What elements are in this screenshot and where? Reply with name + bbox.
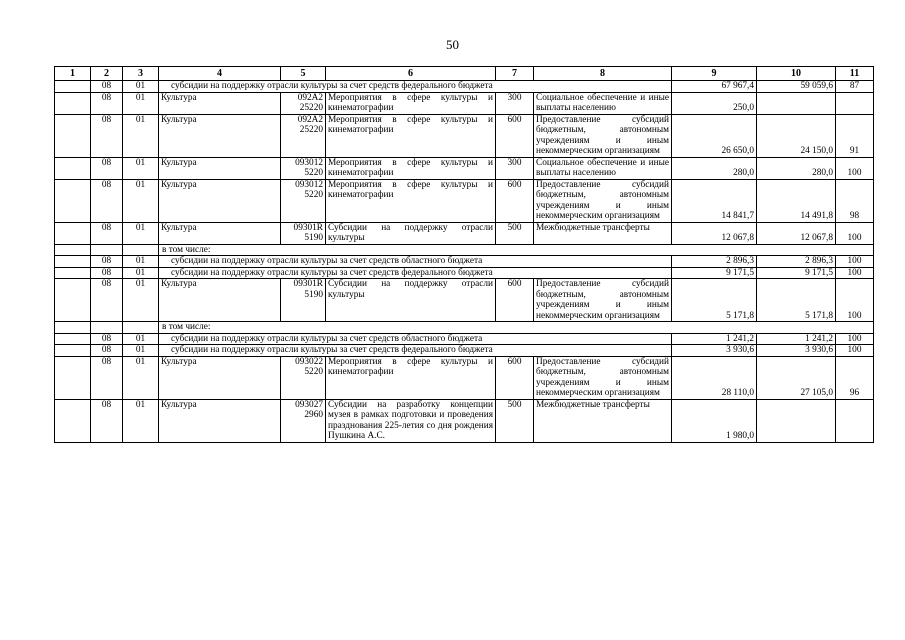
cell-empty: [55, 356, 91, 399]
cell-subsection: 01: [123, 345, 159, 357]
cell-name: Культура: [159, 157, 281, 179]
cell-subsection: 01: [123, 157, 159, 179]
table-row: [55, 222, 874, 244]
cell-section: 08: [91, 279, 123, 322]
cell-percent: 100: [836, 345, 874, 357]
column-header: 3: [123, 67, 159, 81]
cell-planned: 14 841,7: [672, 179, 757, 222]
cell-target-code: 093022 5220: [281, 356, 326, 399]
cell-name: Культура: [159, 114, 281, 157]
cell-expense-name: Предоставление субсидий бюджетным, автономным учреждениям и иным некоммерческим организациям: [534, 356, 672, 399]
cell-subsection: 01: [123, 179, 159, 222]
cell-subsection: 01: [123, 222, 159, 244]
cell-name: Культура: [159, 356, 281, 399]
cell-empty: [55, 92, 91, 114]
page-number: 50: [446, 37, 459, 52]
cell-target-name: Мероприятия в сфере культуры и кинематографии: [326, 157, 496, 179]
cell-planned: 5 171,8: [672, 279, 757, 322]
cell-expense-name: Социальное обеспечение и иные выплаты населению: [534, 157, 672, 179]
column-header: 11: [836, 67, 874, 81]
cell-executed: 5 171,8: [757, 279, 836, 322]
cell-subsection: 01: [123, 333, 159, 345]
cell-empty: [91, 322, 123, 334]
cell-planned: 67 967,4: [672, 81, 757, 93]
cell-empty: [55, 267, 91, 279]
cell-empty: [55, 279, 91, 322]
cell-planned: 1 980,0: [672, 399, 757, 442]
cell-percent: 100: [836, 256, 874, 268]
cell-percent: [836, 92, 874, 114]
cell-planned: 12 067,8: [672, 222, 757, 244]
cell-percent: 100: [836, 222, 874, 244]
cell-target-code: 092А2 25220: [281, 92, 326, 114]
table-row: [55, 92, 874, 114]
table-row: [55, 322, 874, 334]
cell-percent: 100: [836, 267, 874, 279]
cell-expense-type: 600: [496, 356, 534, 399]
cell-expense-type: 500: [496, 222, 534, 244]
table-row: [55, 256, 874, 268]
cell-target-code: 093012 5220: [281, 157, 326, 179]
cell-subsection: 01: [123, 81, 159, 93]
cell-description: субсидии на поддержку отрасли культуры за счет средств федерального бюджета: [159, 81, 672, 93]
column-header: 7: [496, 67, 534, 81]
cell-description: субсидии на поддержку отрасли культуры за счет средств областного бюджета: [159, 333, 672, 345]
table-row: [55, 399, 874, 442]
cell-name: Культура: [159, 92, 281, 114]
cell-planned: 1 241,2: [672, 333, 757, 345]
cell-expense-type: 600: [496, 179, 534, 222]
cell-planned: 280,0: [672, 157, 757, 179]
cell-section: 08: [91, 333, 123, 345]
cell-target-code: 093027 2960: [281, 399, 326, 442]
cell-percent: 100: [836, 279, 874, 322]
cell-section: 08: [91, 356, 123, 399]
table-row: [55, 114, 874, 157]
cell-planned: 26 650,0: [672, 114, 757, 157]
cell-description: субсидии на поддержку отрасли культуры за счет средств федерального бюджета: [159, 345, 672, 357]
cell-target-name: Субсидии на поддержку отрасли культуры: [326, 222, 496, 244]
cell-executed: 280,0: [757, 157, 836, 179]
cell-planned: 250,0: [672, 92, 757, 114]
cell-section: 08: [91, 222, 123, 244]
cell-percent: 100: [836, 333, 874, 345]
table-row: [55, 345, 874, 357]
table-row: [55, 179, 874, 222]
cell-empty: [55, 114, 91, 157]
cell-expense-name: Предоставление субсидий бюджетным, автономным учреждениям и иным некоммерческим организациям: [534, 114, 672, 157]
cell-percent: 98: [836, 179, 874, 222]
table-row: [55, 279, 874, 322]
cell-subsection: 01: [123, 267, 159, 279]
cell-expense-type: 300: [496, 157, 534, 179]
cell-planned: 9 171,5: [672, 267, 757, 279]
cell-executed: [757, 92, 836, 114]
cell-percent: 87: [836, 81, 874, 93]
cell-expense-type: 500: [496, 399, 534, 442]
cell-name: Культура: [159, 399, 281, 442]
cell-target-code: 092А2 25220: [281, 114, 326, 157]
cell-section: 08: [91, 267, 123, 279]
cell-note: в том числе:: [159, 322, 874, 334]
cell-name: Культура: [159, 179, 281, 222]
column-header: 9: [672, 67, 757, 81]
cell-subsection: 01: [123, 92, 159, 114]
cell-planned: 28 110,0: [672, 356, 757, 399]
cell-executed: 12 067,8: [757, 222, 836, 244]
cell-subsection: 01: [123, 256, 159, 268]
cell-executed: 24 150,0: [757, 114, 836, 157]
cell-section: 08: [91, 345, 123, 357]
column-header: 10: [757, 67, 836, 81]
cell-note: в том числе:: [159, 244, 874, 256]
cell-percent: 91: [836, 114, 874, 157]
cell-empty: [55, 322, 91, 334]
cell-section: 08: [91, 81, 123, 93]
cell-expense-name: Предоставление субсидий бюджетным, автономным учреждениям и иным некоммерческим организациям: [534, 179, 672, 222]
cell-empty: [55, 399, 91, 442]
cell-section: 08: [91, 399, 123, 442]
cell-subsection: 01: [123, 279, 159, 322]
cell-empty: [55, 179, 91, 222]
cell-planned: 2 896,3: [672, 256, 757, 268]
cell-target-name: Субсидии на разработку концепции музея в рамках подготовки и проведения празднования 225-летия со дня рождения Пушкина А.С.: [326, 399, 496, 442]
table-row: [55, 267, 874, 279]
cell-empty: [123, 244, 159, 256]
cell-description: субсидии на поддержку отрасли культуры за счет средств федерального бюджета: [159, 267, 672, 279]
header-row: [55, 67, 874, 81]
cell-description: субсидии на поддержку отрасли культуры за счет средств областного бюджета: [159, 256, 672, 268]
cell-empty: [55, 244, 91, 256]
cell-target-code: 09301R 5190: [281, 222, 326, 244]
cell-executed: 14 491,8: [757, 179, 836, 222]
cell-planned: 3 930,6: [672, 345, 757, 357]
cell-executed: [757, 399, 836, 442]
cell-executed: 1 241,2: [757, 333, 836, 345]
column-header: 8: [534, 67, 672, 81]
cell-section: 08: [91, 92, 123, 114]
cell-target-code: 09301R 5190: [281, 279, 326, 322]
cell-percent: [836, 399, 874, 442]
cell-subsection: 01: [123, 399, 159, 442]
cell-expense-name: Межбюджетные трансферты: [534, 222, 672, 244]
cell-empty: [55, 333, 91, 345]
table-row: [55, 356, 874, 399]
table-row: [55, 333, 874, 345]
cell-name: Культура: [159, 222, 281, 244]
column-header: 1: [55, 67, 91, 81]
cell-executed: 59 059,6: [757, 81, 836, 93]
cell-executed: 2 896,3: [757, 256, 836, 268]
cell-target-name: Мероприятия в сфере культуры и кинематографии: [326, 114, 496, 157]
cell-empty: [55, 345, 91, 357]
cell-expense-name: Социальное обеспечение и иные выплаты населению: [534, 92, 672, 114]
cell-section: 08: [91, 114, 123, 157]
table-row: [55, 244, 874, 256]
cell-target-code: 093012 5220: [281, 179, 326, 222]
cell-empty: [55, 81, 91, 93]
cell-empty: [55, 222, 91, 244]
cell-name: Культура: [159, 279, 281, 322]
cell-empty: [55, 256, 91, 268]
cell-executed: 9 171,5: [757, 267, 836, 279]
cell-empty: [91, 244, 123, 256]
table-row: [55, 81, 874, 93]
column-header: 5: [281, 67, 326, 81]
cell-expense-type: 600: [496, 114, 534, 157]
budget-table: [54, 66, 874, 443]
cell-subsection: 01: [123, 114, 159, 157]
cell-section: 08: [91, 157, 123, 179]
cell-target-name: Мероприятия в сфере культуры и кинематографии: [326, 179, 496, 222]
cell-percent: 96: [836, 356, 874, 399]
cell-expense-type: 600: [496, 279, 534, 322]
cell-section: 08: [91, 179, 123, 222]
cell-subsection: 01: [123, 356, 159, 399]
cell-empty: [55, 157, 91, 179]
cell-expense-name: Предоставление субсидий бюджетным, автономным учреждениям и иным некоммерческим организациям: [534, 279, 672, 322]
cell-empty: [123, 322, 159, 334]
cell-target-name: Мероприятия в сфере культуры и кинематографии: [326, 356, 496, 399]
column-header: 2: [91, 67, 123, 81]
cell-target-name: Субсидии на поддержку отрасли культуры: [326, 279, 496, 322]
cell-section: 08: [91, 256, 123, 268]
cell-percent: 100: [836, 157, 874, 179]
cell-expense-name: Межбюджетные трансферты: [534, 399, 672, 442]
column-header: 6: [326, 67, 496, 81]
cell-executed: 3 930,6: [757, 345, 836, 357]
cell-target-name: Мероприятия в сфере культуры и кинематографии: [326, 92, 496, 114]
cell-expense-type: 300: [496, 92, 534, 114]
table-row: [55, 157, 874, 179]
cell-executed: 27 105,0: [757, 356, 836, 399]
column-header: 4: [159, 67, 281, 81]
